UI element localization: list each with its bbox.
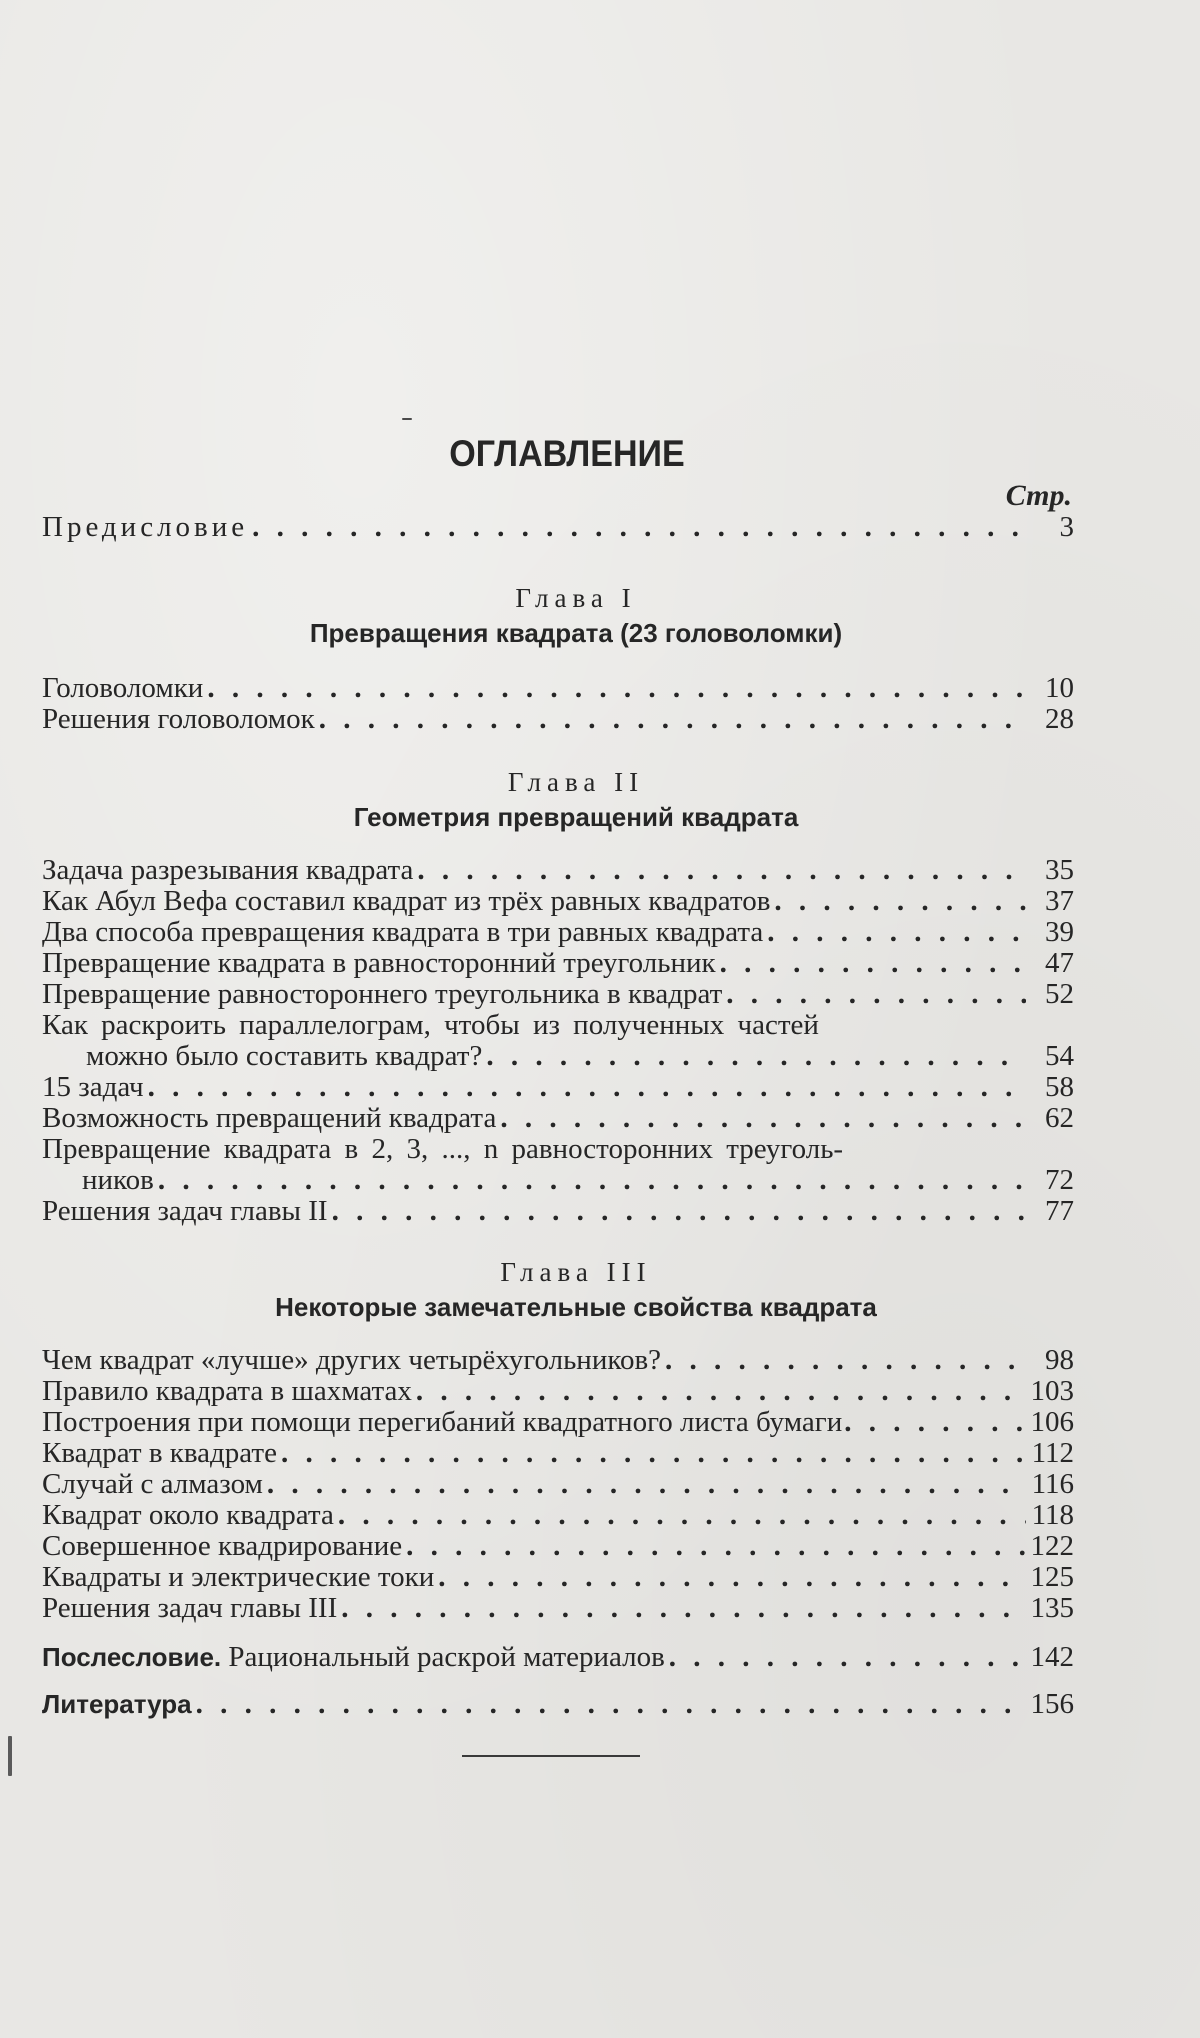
- leader-dots: [332, 1196, 1026, 1227]
- leader-dots: [207, 673, 1026, 704]
- end-rule: [462, 1755, 640, 1757]
- toc-entry-page: 72: [1045, 1164, 1074, 1196]
- toc-entry-label: Решения головоломок: [42, 703, 315, 735]
- toc-entry-page: 77: [1045, 1195, 1074, 1227]
- toc-entry-page: 37: [1045, 885, 1074, 917]
- toc-entry-label: Квадрат в квадрате: [42, 1437, 277, 1469]
- toc-entry[interactable]: [42, 1438, 1074, 1469]
- afterword-lead: Послесловие.: [42, 1642, 222, 1672]
- toc-entry-page: 116: [1031, 1468, 1074, 1500]
- toc-entry[interactable]: [42, 704, 1074, 735]
- print-speck: [402, 418, 412, 420]
- leader-dots: [267, 1469, 1026, 1500]
- toc-entry-page: 112: [1031, 1437, 1074, 1469]
- toc-entry-page: 98: [1045, 1344, 1074, 1376]
- toc-entry-afterword[interactable]: [42, 1642, 1074, 1673]
- toc-entry-label: Превращение равностороннего треугольника в квадрат: [42, 978, 723, 1010]
- leader-dots: [319, 704, 1026, 735]
- toc-entry-page: 125: [1030, 1561, 1074, 1593]
- toc-entry[interactable]: [42, 979, 1074, 1010]
- toc-entry-page: 54: [1045, 1040, 1074, 1072]
- toc-entry[interactable]: [42, 1562, 1074, 1593]
- toc-entry-label: Предисловие: [42, 511, 249, 543]
- toc-entry-label: Совершенное квадрирование: [42, 1530, 403, 1562]
- toc-entry-label: Случай с алмазом: [42, 1468, 263, 1500]
- toc-entry-label-line2: ников: [82, 1164, 154, 1196]
- chapter-title: Превращения квадрата (23 головоломки): [309, 618, 843, 648]
- toc-entry-label: Чем квадрат «лучше» других четырёхугольников?: [42, 1344, 662, 1376]
- toc-entry-page: 47: [1045, 947, 1074, 979]
- toc-entry-page: 142: [1030, 1641, 1074, 1673]
- toc-entry[interactable]: [42, 1407, 1074, 1438]
- toc-entry[interactable]: [42, 1593, 1074, 1624]
- toc-entry-page: 62: [1045, 1102, 1074, 1134]
- toc-entry[interactable]: [42, 1469, 1074, 1500]
- toc-entry-page: 122: [1030, 1530, 1074, 1562]
- toc-entry-page: 106: [1030, 1406, 1074, 1438]
- chapter-heading: Глава I: [515, 583, 637, 613]
- toc-entry-label: Возможность превращений квадрата: [42, 1102, 497, 1134]
- toc-entry[interactable]: [42, 1531, 1074, 1562]
- leader-dots: [486, 1041, 1026, 1072]
- toc-entry-label: [42, 1642, 665, 1673]
- leader-dots: [406, 1531, 1024, 1562]
- toc-title: ОГЛАВЛЕНИЕ: [449, 433, 685, 474]
- leader-dots: [774, 886, 1026, 917]
- leader-dots: [338, 1500, 1026, 1531]
- leader-dots: [281, 1438, 1026, 1469]
- toc-entry-page: 3: [1059, 511, 1074, 543]
- toc-entry[interactable]: [42, 1376, 1074, 1407]
- toc-entry-label-line2: можно было составить квадрат?: [86, 1040, 483, 1072]
- toc-entry-page: 58: [1045, 1071, 1074, 1103]
- margin-mark: [8, 1736, 12, 1776]
- toc-entry-label: Построения при помощи перегибаний квадратного листа бумаги: [42, 1406, 843, 1438]
- toc-entry-label: Литература: [42, 1689, 192, 1719]
- leader-dots: [158, 1165, 1026, 1196]
- toc-entry-label-line1: Превращение квадрата в 2, 3, ..., n равносторонних треуголь-: [42, 1133, 844, 1165]
- leader-dots: [148, 1072, 1026, 1103]
- chapter-heading: Глава III: [500, 1257, 652, 1287]
- leader-dots: [438, 1562, 1024, 1593]
- toc-entry[interactable]: [42, 1345, 1074, 1376]
- toc-entry-label: Превращение квадрата в равносторонний треугольник: [42, 947, 716, 979]
- toc-entry-label: Как Абул Вефа составил квадрат из трёх равных квадратов: [42, 885, 771, 917]
- toc-entry[interactable]: [42, 1072, 1074, 1103]
- toc-entry-multiline[interactable]: [42, 1010, 1074, 1072]
- leader-dots: [726, 979, 1026, 1010]
- toc-entry-page: 118: [1031, 1499, 1074, 1531]
- leader-dots: [844, 1407, 1028, 1438]
- toc-entry[interactable]: [42, 1196, 1074, 1227]
- toc-entry[interactable]: [42, 917, 1074, 948]
- leader-dots: [416, 1376, 1025, 1407]
- toc-entry-label: Два способа превращения квадрата в три равных квадрата: [42, 916, 764, 948]
- leader-dots: [341, 1593, 1024, 1624]
- leader-dots: [417, 855, 1026, 886]
- chapter-title: Некоторые замечательные свойства квадрата: [275, 1292, 877, 1322]
- toc-entry[interactable]: [42, 1500, 1074, 1531]
- toc-entry-label: 15 задач: [42, 1071, 144, 1103]
- toc-entry-label: Задача разрезывания квадрата: [42, 854, 414, 886]
- toc-entry-literature[interactable]: [42, 1689, 1074, 1720]
- toc-entry-label: Решения задач главы II: [42, 1195, 328, 1227]
- toc-entry-label: Решения задач главы III: [42, 1592, 338, 1624]
- chapter-title: Геометрия превращений квадрата: [353, 802, 799, 832]
- toc-entry-page: 52: [1045, 978, 1074, 1010]
- toc-entry-label: Головоломки: [42, 672, 204, 704]
- toc-entry[interactable]: [42, 855, 1074, 886]
- toc-entry-label: Квадрат около квадрата: [42, 1499, 334, 1531]
- leader-dots: [720, 948, 1026, 979]
- toc-entry[interactable]: [42, 673, 1074, 704]
- leader-dots: [665, 1345, 1026, 1376]
- toc-entry-line2: [42, 1165, 1074, 1196]
- leader-dots: [500, 1103, 1026, 1134]
- toc-entry-label: Правило квадрата в шахматах: [42, 1375, 412, 1407]
- leader-dots: [767, 917, 1026, 948]
- chapter-heading: Глава II: [507, 767, 645, 797]
- toc-entry-page: 10: [1045, 672, 1074, 704]
- toc-entry-label: Квадраты и электрические токи: [42, 1561, 435, 1593]
- toc-entry-line2: [42, 1041, 1074, 1072]
- toc-entry[interactable]: [42, 886, 1074, 917]
- toc-entry-preface[interactable]: [42, 512, 1074, 543]
- leader-dots: [196, 1689, 1025, 1720]
- toc-entry-page: 35: [1045, 854, 1074, 886]
- toc-entry[interactable]: [42, 948, 1074, 979]
- leader-dots: [669, 1642, 1025, 1673]
- table-of-contents: [42, 432, 1074, 1720]
- afterword-rest: Рациональный раскрой материалов: [221, 1641, 665, 1673]
- toc-entry-label-line1: Как раскроить параллелограм, чтобы из полученных частей: [42, 1009, 819, 1041]
- toc-entry-page: 39: [1045, 916, 1074, 948]
- toc-entry[interactable]: [42, 1103, 1074, 1134]
- toc-entry-multiline[interactable]: [42, 1134, 1074, 1196]
- toc-entry-page: 135: [1030, 1592, 1074, 1624]
- leader-dots: [252, 512, 1026, 543]
- toc-entry-page: 103: [1030, 1375, 1074, 1407]
- toc-entry-page: 156: [1030, 1688, 1074, 1720]
- page-column-label: Стр.: [1005, 479, 1072, 512]
- toc-entry-page: 28: [1045, 703, 1074, 735]
